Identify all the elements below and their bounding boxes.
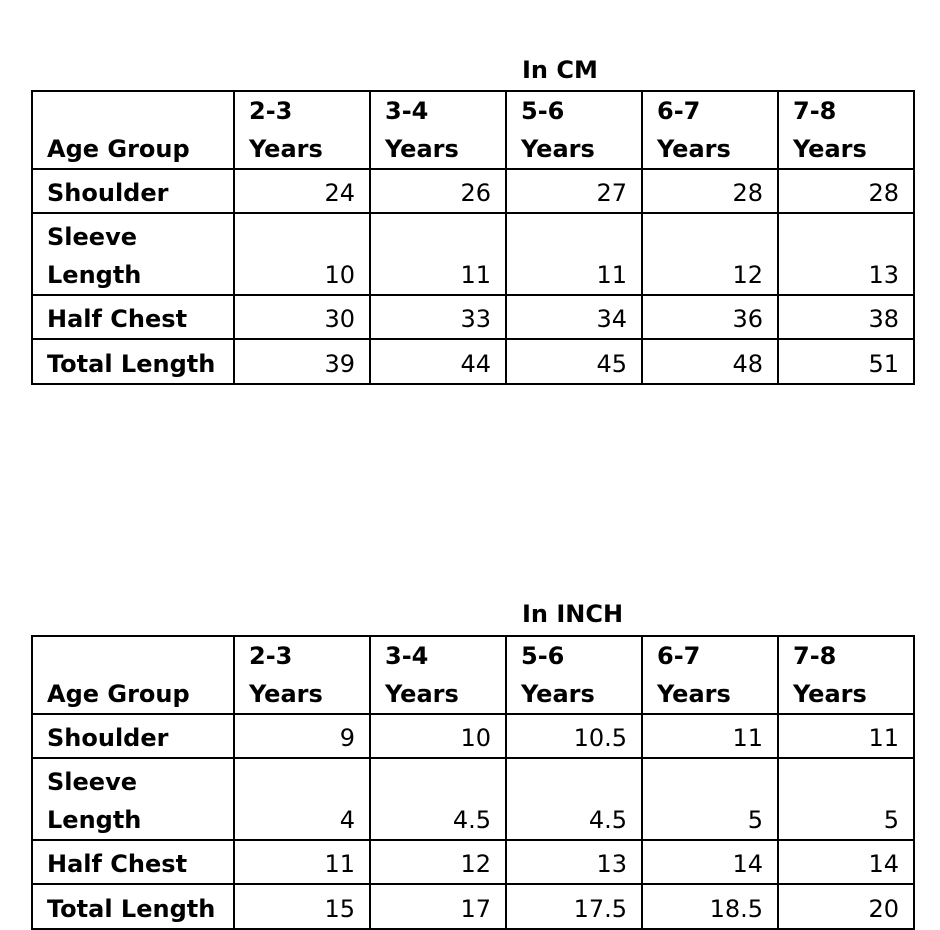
- table-cell: 45: [506, 339, 642, 384]
- table-cell: 4: [234, 758, 370, 840]
- header-col-2-3: [234, 636, 370, 714]
- table-cell: 17: [370, 884, 506, 929]
- table-cell: 17.5: [506, 884, 642, 929]
- table-cell: 14: [778, 840, 914, 884]
- table-cell: 39: [234, 339, 370, 384]
- header-col-3-4: [370, 636, 506, 714]
- header-col-2-3: [234, 91, 370, 169]
- header-range: 6-7: [657, 642, 701, 670]
- table-cell: 27: [506, 169, 642, 213]
- header-col-6-7: [642, 636, 778, 714]
- table-cell: 44: [370, 339, 506, 384]
- header-unit: Years: [521, 135, 595, 163]
- row-label: Shoulder: [32, 169, 234, 213]
- table-cell: 4.5: [506, 758, 642, 840]
- table-cell: 13: [506, 840, 642, 884]
- row-label: [32, 758, 234, 840]
- table-cell: 5: [778, 758, 914, 840]
- table-row-shoulder: [32, 169, 914, 213]
- header-row: [32, 91, 914, 169]
- header-range: 6-7: [657, 97, 701, 125]
- table-cell: 14: [642, 840, 778, 884]
- table-row-sleeve-length: [32, 758, 914, 840]
- table-cell: 11: [234, 840, 370, 884]
- table-caption-inch: In INCH: [522, 600, 624, 628]
- row-label: Total Length: [32, 884, 234, 929]
- table-row-half-chest: [32, 295, 914, 339]
- table-cell: 10.5: [506, 714, 642, 758]
- row-label: Total Length: [32, 339, 234, 384]
- table-cell: 34: [506, 295, 642, 339]
- header-col-7-8: [778, 91, 914, 169]
- header-unit: Years: [657, 680, 731, 708]
- header-age-group: Age Group: [32, 91, 234, 169]
- table-row-sleeve-length: [32, 213, 914, 295]
- table-cell: 11: [370, 213, 506, 295]
- row-label: Half Chest: [32, 295, 234, 339]
- header-range: 7-8: [793, 642, 837, 670]
- row-label-line2: Length: [47, 261, 142, 289]
- header-unit: Years: [793, 680, 867, 708]
- header-unit: Years: [385, 680, 459, 708]
- table-caption-cm: In CM: [522, 56, 598, 84]
- header-col-5-6: [506, 636, 642, 714]
- row-label: Half Chest: [32, 840, 234, 884]
- header-col-5-6: [506, 91, 642, 169]
- table-cell: 10: [234, 213, 370, 295]
- header-unit: Years: [521, 680, 595, 708]
- header-range: 3-4: [385, 97, 429, 125]
- table-row-half-chest: [32, 840, 914, 884]
- size-table-cm: [31, 90, 915, 385]
- header-unit: Years: [657, 135, 731, 163]
- table-cell: 48: [642, 339, 778, 384]
- header-row: [32, 636, 914, 714]
- header-age-group: Age Group: [32, 636, 234, 714]
- table-cell: 36: [642, 295, 778, 339]
- header-range: 5-6: [521, 642, 565, 670]
- table-cell: 4.5: [370, 758, 506, 840]
- header-unit: Years: [249, 135, 323, 163]
- table-cell: 26: [370, 169, 506, 213]
- table-cell: 12: [642, 213, 778, 295]
- table-row-total-length: [32, 339, 914, 384]
- table-cell: 28: [778, 169, 914, 213]
- table-cell: 9: [234, 714, 370, 758]
- header-range: 2-3: [249, 97, 293, 125]
- table-cell: 11: [506, 213, 642, 295]
- table-cell: 24: [234, 169, 370, 213]
- header-unit: Years: [793, 135, 867, 163]
- header-unit: Years: [385, 135, 459, 163]
- header-col-7-8: [778, 636, 914, 714]
- table-cell: 51: [778, 339, 914, 384]
- row-label: Shoulder: [32, 714, 234, 758]
- table-cell: 10: [370, 714, 506, 758]
- header-range: 5-6: [521, 97, 565, 125]
- table-row-shoulder: [32, 714, 914, 758]
- table-cell: 11: [642, 714, 778, 758]
- table-cell: 12: [370, 840, 506, 884]
- row-label-line1: Sleeve: [47, 223, 137, 251]
- header-range: 7-8: [793, 97, 837, 125]
- header-unit: Years: [249, 680, 323, 708]
- row-label-line1: Sleeve: [47, 768, 137, 796]
- table-cell: 18.5: [642, 884, 778, 929]
- size-table-inch: [31, 635, 915, 930]
- table-cell: 13: [778, 213, 914, 295]
- table-cell: 33: [370, 295, 506, 339]
- table-cell: 30: [234, 295, 370, 339]
- table-row-total-length: [32, 884, 914, 929]
- table-cell: 15: [234, 884, 370, 929]
- header-range: 2-3: [249, 642, 293, 670]
- table-cell: 20: [778, 884, 914, 929]
- table-cell: 28: [642, 169, 778, 213]
- table-cell: 5: [642, 758, 778, 840]
- header-col-6-7: [642, 91, 778, 169]
- header-col-3-4: [370, 91, 506, 169]
- row-label: [32, 213, 234, 295]
- row-label-line2: Length: [47, 806, 142, 834]
- table-cell: 11: [778, 714, 914, 758]
- header-range: 3-4: [385, 642, 429, 670]
- table-cell: 38: [778, 295, 914, 339]
